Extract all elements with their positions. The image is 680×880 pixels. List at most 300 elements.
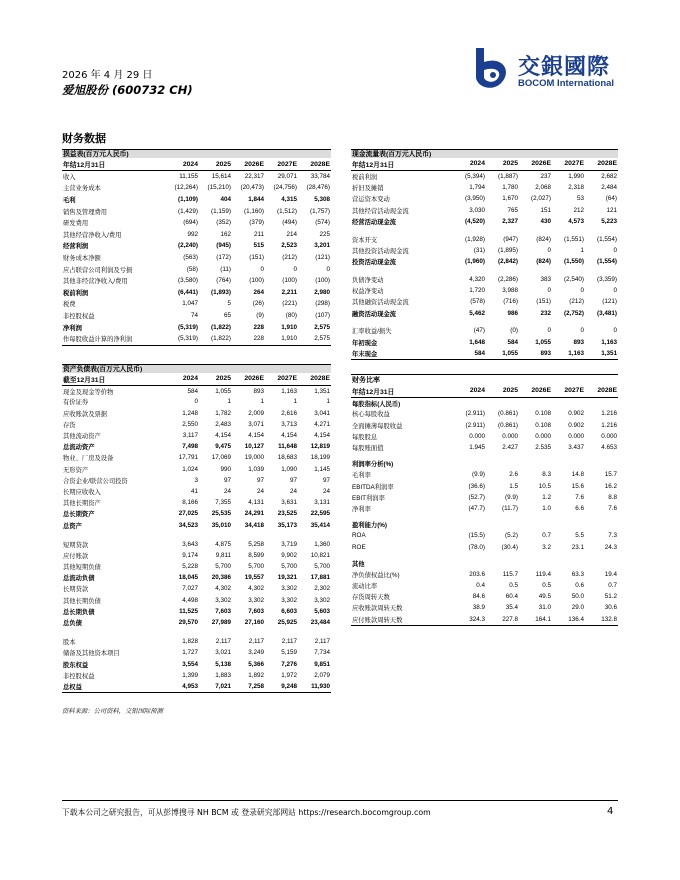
cell-value: 2,117 bbox=[215, 638, 231, 646]
cell-value: 0.7 bbox=[542, 532, 551, 540]
cell-value: 5,138 bbox=[215, 660, 231, 668]
cell-value: 4,302 bbox=[215, 585, 231, 593]
cell-value: 2,117 bbox=[314, 638, 330, 646]
row-label: 其他长期资产 bbox=[63, 500, 101, 508]
cell-value: (1,887) bbox=[498, 172, 518, 180]
row-label: EBITDA利润率 bbox=[352, 483, 394, 491]
cell-value: (379) bbox=[249, 219, 264, 227]
table-row bbox=[62, 252, 331, 264]
cell-value: (1,822) bbox=[211, 335, 231, 343]
row-label: 经营活动现金流 bbox=[352, 219, 397, 227]
table-row bbox=[351, 408, 618, 419]
cell-value: 1,720 bbox=[469, 287, 485, 295]
row-label: 总资产 bbox=[63, 522, 82, 530]
cell-value: 2,575 bbox=[314, 335, 330, 343]
cell-value: 0 bbox=[326, 265, 330, 273]
cell-value: 1,351 bbox=[601, 350, 617, 358]
cell-value: 27,160 bbox=[244, 619, 264, 627]
cell-value: 151 bbox=[540, 206, 551, 214]
table-row bbox=[351, 216, 618, 227]
cell-value: 5,700 bbox=[248, 563, 264, 571]
cell-value: 1,648 bbox=[469, 338, 485, 346]
row-label: 经营利润 bbox=[63, 243, 89, 251]
cell-value: (100) bbox=[249, 277, 264, 285]
income-statement-panel bbox=[62, 149, 331, 346]
cash-flow-panel bbox=[351, 149, 618, 360]
cell-value: 211 bbox=[253, 230, 264, 238]
row-label: 融资活动现金流 bbox=[352, 310, 397, 318]
cell-value: 0 bbox=[613, 287, 617, 295]
table-row bbox=[351, 481, 618, 492]
table-row bbox=[62, 583, 331, 594]
table-row bbox=[62, 275, 331, 287]
cell-value: (2.911) bbox=[465, 421, 485, 429]
table-row bbox=[62, 606, 331, 617]
cell-value: 4.653 bbox=[601, 444, 617, 452]
cell-value: (78.0) bbox=[468, 543, 485, 551]
cell-value: 15.7 bbox=[604, 471, 617, 479]
cell-value: (352) bbox=[216, 219, 231, 227]
bocom-logo-icon bbox=[474, 48, 512, 90]
row-label: 应收账款周转天数 bbox=[352, 605, 403, 613]
table-row bbox=[62, 452, 331, 463]
cell-value: 3,643 bbox=[182, 540, 198, 548]
cell-value: 5,700 bbox=[215, 563, 231, 571]
footer-text: 下载本公司之研究报告，可从彭博搜寻 NH BCM 或 登录研究部网站 https://research.bocomgroup.com bbox=[62, 808, 431, 817]
cell-value: (0.861) bbox=[498, 410, 518, 418]
cell-value: (2.911) bbox=[465, 410, 485, 418]
financial-ratios-title: 财务比率 bbox=[351, 374, 618, 385]
cell-value: 2,980 bbox=[314, 288, 330, 296]
cell-value: 3,302 bbox=[281, 585, 297, 593]
cell-value: 0 bbox=[547, 287, 551, 295]
cell-value: 2,068 bbox=[535, 183, 551, 191]
cell-value: 1,047 bbox=[182, 300, 198, 308]
section-header-row bbox=[351, 397, 618, 408]
bocom-logo bbox=[474, 46, 634, 92]
cell-value: 1,351 bbox=[314, 387, 330, 395]
row-label: 其他经营活动现金流 bbox=[352, 207, 409, 215]
column-header: 2024 bbox=[166, 158, 199, 171]
cell-value: 3 bbox=[194, 476, 198, 484]
cell-value: 0 bbox=[580, 287, 584, 295]
cell-value: (0.861) bbox=[498, 421, 518, 429]
cell-value: (0) bbox=[510, 327, 518, 335]
row-label: 短期贷款 bbox=[63, 541, 89, 549]
cell-value: 34,418 bbox=[244, 521, 264, 529]
column-header: 2024 bbox=[166, 373, 199, 385]
cell-value: 1,828 bbox=[182, 638, 198, 646]
balance-sheet-title: 资产负债表(百万元人民币) bbox=[62, 364, 331, 373]
cell-value: 4,315 bbox=[281, 196, 297, 204]
row-label: 年初现金 bbox=[352, 339, 378, 347]
row-label: 收入 bbox=[63, 174, 76, 182]
cell-value: 5,462 bbox=[469, 309, 485, 317]
cell-value: (4,520) bbox=[465, 218, 485, 226]
cell-value: 18,683 bbox=[277, 454, 297, 462]
column-header: 2026E bbox=[519, 158, 552, 170]
cell-value: 97 bbox=[322, 476, 330, 484]
cell-value: (1,960) bbox=[465, 258, 485, 266]
cell-value: (36.6) bbox=[468, 482, 485, 490]
row-label: 总长期负债 bbox=[63, 608, 95, 616]
cell-value: 0 bbox=[194, 398, 198, 406]
cell-value: 84.6 bbox=[472, 593, 485, 601]
table-row bbox=[62, 240, 331, 252]
cell-value: 203.6 bbox=[469, 570, 485, 578]
row-label: 存货周转天数 bbox=[352, 594, 390, 602]
cell-value: 7.6 bbox=[575, 493, 584, 501]
cell-value: 2,550 bbox=[182, 420, 198, 428]
cell-value: 893 bbox=[253, 387, 264, 395]
column-header: 2026E bbox=[232, 373, 265, 385]
cell-value: (3,359) bbox=[597, 275, 617, 283]
report-date: 2026 年 4 月 29 日 bbox=[62, 70, 153, 81]
cell-value: 7,498 bbox=[182, 443, 198, 451]
row-label: 财务成本净额 bbox=[63, 255, 101, 263]
cell-value: 132.8 bbox=[601, 615, 617, 623]
row-label: 股东权益 bbox=[63, 661, 89, 669]
row-label: 核心每股收益 bbox=[352, 411, 390, 419]
cell-value: 0 bbox=[580, 327, 584, 335]
cell-value: 5,700 bbox=[281, 563, 297, 571]
cell-value: 2,009 bbox=[248, 409, 264, 417]
cell-value: 53 bbox=[576, 195, 584, 203]
cell-value: 7,258 bbox=[248, 682, 264, 690]
cell-value: 2,483 bbox=[215, 420, 231, 428]
column-header: 2027E bbox=[265, 158, 298, 171]
cell-value: 1.5 bbox=[509, 482, 518, 490]
row-label: 净利润 bbox=[63, 324, 82, 332]
table-row bbox=[62, 396, 331, 407]
cell-value: (298) bbox=[315, 300, 330, 308]
table-row bbox=[62, 194, 331, 206]
cell-value: 4,154 bbox=[281, 432, 297, 440]
cell-value: 17,881 bbox=[310, 574, 330, 582]
row-label: 应付账款周转天数 bbox=[352, 616, 403, 624]
cell-value: (574) bbox=[315, 219, 330, 227]
row-label: 净利率 bbox=[352, 505, 371, 513]
cell-value: (563) bbox=[183, 254, 198, 262]
cell-value: 227.8 bbox=[502, 615, 518, 623]
column-header: 2028E bbox=[298, 373, 331, 385]
row-label: 非控股权益 bbox=[63, 672, 95, 680]
row-label: 年末现金 bbox=[352, 351, 378, 359]
cell-value: 404 bbox=[220, 196, 231, 204]
cell-value: 12,819 bbox=[310, 443, 330, 451]
cell-value: (2,027) bbox=[531, 195, 551, 203]
cell-value: (2,286) bbox=[498, 275, 518, 283]
table-row bbox=[351, 569, 618, 580]
table-row bbox=[62, 229, 331, 241]
cell-value: 1,055 bbox=[502, 350, 518, 358]
row-label: 其他短期负债 bbox=[63, 564, 101, 572]
year-label: 年结12月31日 bbox=[351, 158, 453, 170]
table-row bbox=[62, 519, 331, 530]
table-row bbox=[62, 205, 331, 217]
cell-value: 584 bbox=[474, 350, 485, 358]
cell-value: 0.6 bbox=[575, 582, 584, 590]
cell-value: 3,713 bbox=[281, 420, 297, 428]
row-label: 税费 bbox=[63, 301, 76, 309]
row-label: 折旧及摊销 bbox=[352, 184, 384, 192]
column-header: 2025 bbox=[199, 373, 232, 385]
cell-value: 7,603 bbox=[215, 607, 231, 615]
cell-value: 0.902 bbox=[568, 410, 584, 418]
cell-value: 0.000 bbox=[535, 432, 551, 440]
table-row bbox=[351, 308, 618, 319]
cash-flow-table bbox=[351, 158, 618, 359]
cell-value: (107) bbox=[315, 312, 330, 320]
row-label: 研发费用 bbox=[63, 220, 89, 228]
row-label: 应占联营公司利润及亏损 bbox=[63, 266, 133, 274]
cell-value: 264 bbox=[253, 288, 264, 296]
cell-value: 10,127 bbox=[244, 443, 264, 451]
row-label: 非控股权益 bbox=[63, 313, 95, 321]
cell-value: 25,535 bbox=[211, 510, 231, 518]
column-header: 2027E bbox=[265, 373, 298, 385]
table-row bbox=[62, 572, 331, 583]
cell-value: (1,822) bbox=[211, 323, 231, 331]
cell-value: 2,117 bbox=[248, 638, 264, 646]
cell-value: 383 bbox=[540, 275, 551, 283]
section-title: 财务数据 bbox=[62, 132, 106, 145]
cell-value: (1,109) bbox=[178, 196, 198, 204]
table-row bbox=[62, 617, 331, 628]
table-row bbox=[351, 296, 618, 307]
cell-value: (6,441) bbox=[178, 288, 198, 296]
cell-value: 9,475 bbox=[215, 443, 231, 451]
cell-value: 324.3 bbox=[469, 615, 485, 623]
cell-value: 2.6 bbox=[509, 471, 518, 479]
cell-value: 5,223 bbox=[601, 218, 617, 226]
table-row bbox=[62, 441, 331, 452]
table-row bbox=[62, 508, 331, 519]
cell-value: 0.108 bbox=[535, 421, 551, 429]
cell-value: 11,930 bbox=[311, 682, 330, 690]
row-label: 净负债权益比(%) bbox=[352, 571, 400, 579]
column-header: 2024 bbox=[453, 158, 486, 170]
cell-value: 4,573 bbox=[568, 218, 584, 226]
cell-value: 17,069 bbox=[211, 454, 231, 462]
table-row bbox=[351, 503, 618, 514]
cell-value: 1.0 bbox=[542, 504, 551, 512]
row-label: 每股账面值 bbox=[352, 445, 384, 453]
row-label: 其他非经营净收入/费用 bbox=[63, 278, 128, 286]
cell-value: 10.5 bbox=[538, 482, 551, 490]
cell-value: 23,484 bbox=[310, 619, 330, 627]
cell-value: 0.000 bbox=[502, 432, 518, 440]
cell-value: 228 bbox=[253, 335, 264, 343]
cell-value: 16.2 bbox=[604, 482, 617, 490]
cell-value: 1.216 bbox=[601, 421, 617, 429]
cell-value: (80) bbox=[285, 312, 297, 320]
cell-value: 1,399 bbox=[182, 671, 198, 679]
cell-value: (20,473) bbox=[240, 184, 264, 192]
cell-value: 14.8 bbox=[571, 471, 584, 479]
cell-value: 8,166 bbox=[182, 499, 198, 507]
cell-value: (100) bbox=[282, 277, 297, 285]
cell-value: 2,117 bbox=[281, 638, 297, 646]
table-row bbox=[351, 274, 618, 285]
cell-value: (1,757) bbox=[310, 207, 330, 215]
cell-value: 1,972 bbox=[281, 671, 297, 679]
cell-value: (1,551) bbox=[564, 235, 584, 243]
cell-value: 7,027 bbox=[182, 585, 198, 593]
table-row bbox=[351, 348, 618, 359]
cell-value: 1,055 bbox=[535, 338, 551, 346]
income-statement-table bbox=[62, 158, 331, 345]
cell-value: 3,631 bbox=[281, 499, 297, 507]
cell-value: (58) bbox=[186, 265, 198, 273]
cell-value: (28,476) bbox=[306, 184, 330, 192]
row-label: 其他经营净收入/费用 bbox=[63, 231, 122, 239]
cell-value: 1,892 bbox=[248, 671, 264, 679]
cell-value: 3,071 bbox=[248, 420, 264, 428]
cell-value: 1,910 bbox=[281, 323, 297, 331]
section-header-row bbox=[351, 458, 618, 469]
cell-value: (12,264) bbox=[174, 184, 198, 192]
cell-value: (1,554) bbox=[597, 258, 617, 266]
row-label: 权益净变动 bbox=[352, 288, 384, 296]
year-label: 年结12月31日 bbox=[351, 385, 453, 397]
cell-value: 30.6 bbox=[604, 604, 617, 612]
cell-value: 3,041 bbox=[314, 409, 330, 417]
table-row bbox=[62, 419, 331, 430]
cell-value: 3,554 bbox=[182, 660, 198, 668]
table-row bbox=[351, 325, 618, 336]
cell-value: 119.4 bbox=[535, 570, 551, 578]
cell-value: 23.1 bbox=[571, 543, 584, 551]
cell-value: 0.000 bbox=[601, 432, 617, 440]
cell-value: 19.4 bbox=[604, 570, 617, 578]
row-label: 储备及其他资本项目 bbox=[63, 650, 120, 658]
source-note: 资料来源：公司资料，交银国际预测 bbox=[62, 708, 163, 715]
spacer-row bbox=[62, 531, 331, 539]
cell-value: 0 bbox=[547, 246, 551, 254]
column-header: 2025 bbox=[486, 158, 519, 170]
cell-value: (24,756) bbox=[273, 184, 297, 192]
table-row bbox=[62, 659, 331, 670]
cell-value: 97 bbox=[289, 476, 297, 484]
table-header-row bbox=[351, 158, 618, 170]
table-row bbox=[351, 285, 618, 296]
row-label: 营运资本变动 bbox=[352, 196, 390, 204]
financial-ratios-table bbox=[351, 385, 618, 625]
cell-value: 0.902 bbox=[568, 421, 584, 429]
cell-value: 1,844 bbox=[248, 196, 264, 204]
cell-value: (824) bbox=[536, 235, 551, 243]
cell-value: (15,210) bbox=[207, 184, 231, 192]
cell-value: 3,030 bbox=[469, 206, 485, 214]
cell-value: 7,021 bbox=[215, 682, 231, 690]
cell-value: 237 bbox=[540, 172, 551, 180]
cell-value: 4,320 bbox=[469, 275, 485, 283]
cell-value: 35,414 bbox=[310, 521, 330, 529]
cell-value: 4,271 bbox=[314, 420, 330, 428]
table-row bbox=[62, 298, 331, 310]
cell-value: 31.0 bbox=[538, 604, 551, 612]
column-header: 2027E bbox=[552, 158, 585, 170]
cell-value: 136.4 bbox=[568, 615, 584, 623]
cell-value: 2,523 bbox=[281, 242, 297, 250]
table-row bbox=[351, 492, 618, 503]
cell-value: (1,550) bbox=[564, 258, 584, 266]
cell-value: 2,575 bbox=[314, 323, 330, 331]
page-number: 4 bbox=[607, 806, 614, 817]
cell-value: 97 bbox=[256, 476, 264, 484]
cell-value: 4,953 bbox=[182, 682, 198, 690]
row-label: 长期应收收入 bbox=[63, 488, 101, 496]
table-row bbox=[351, 256, 618, 267]
cell-value: 5.5 bbox=[575, 532, 584, 540]
cell-value: 15.6 bbox=[571, 482, 584, 490]
table-row bbox=[351, 469, 618, 480]
cell-value: 3,302 bbox=[248, 596, 264, 604]
cell-value: 34,523 bbox=[178, 521, 198, 529]
cell-value: 5,308 bbox=[314, 196, 330, 204]
cell-value: 228 bbox=[253, 323, 264, 331]
cell-value: 1,163 bbox=[601, 338, 617, 346]
cell-value: 1,780 bbox=[502, 183, 518, 191]
cell-value: (212) bbox=[282, 254, 297, 262]
cell-value: 232 bbox=[540, 309, 551, 317]
cell-value: 9,902 bbox=[281, 551, 297, 559]
cell-value: 3.2 bbox=[542, 543, 551, 551]
row-label: 应收账款及票据 bbox=[63, 410, 108, 418]
cell-value: 1,039 bbox=[248, 465, 264, 473]
cell-value: 5,258 bbox=[248, 540, 264, 548]
logo-chinese-text: 交銀國際 bbox=[518, 54, 611, 80]
row-label: 有价证券 bbox=[63, 399, 89, 407]
cell-value: 35,173 bbox=[277, 521, 297, 529]
table-row bbox=[62, 171, 331, 183]
table-header-row bbox=[62, 373, 331, 385]
cell-value: 8.8 bbox=[608, 493, 617, 501]
table-row bbox=[351, 170, 618, 181]
cell-value: 1,248 bbox=[182, 409, 198, 417]
cell-value: 0.4 bbox=[476, 582, 485, 590]
cell-value: 3,719 bbox=[281, 540, 297, 548]
row-label: 毛利率 bbox=[352, 472, 371, 480]
row-label: 应付账款 bbox=[63, 552, 89, 560]
cell-value: (1,928) bbox=[465, 235, 485, 243]
cell-value: (64) bbox=[605, 195, 617, 203]
section-label: 其他 bbox=[352, 560, 365, 568]
cell-value: 1 bbox=[580, 246, 584, 254]
table-row bbox=[62, 636, 331, 647]
cell-value: 24,291 bbox=[244, 510, 264, 518]
cell-value: 3,988 bbox=[502, 287, 518, 295]
cell-value: (3,580) bbox=[178, 277, 198, 285]
cell-value: 24 bbox=[322, 487, 330, 495]
cell-value: 1,883 bbox=[215, 671, 231, 679]
table-row bbox=[351, 431, 618, 442]
cell-value: 1,360 bbox=[314, 540, 330, 548]
cell-value: 35,010 bbox=[211, 521, 231, 529]
cell-value: 1 bbox=[227, 398, 231, 406]
cell-value: (9.9) bbox=[472, 471, 485, 479]
cell-value: 2,484 bbox=[601, 183, 617, 191]
cell-value: 24 bbox=[289, 487, 297, 495]
cell-value: 2,682 bbox=[601, 172, 617, 180]
cell-value: 60.4 bbox=[505, 593, 518, 601]
row-label: 税前利润 bbox=[352, 173, 378, 181]
cell-value: 5,603 bbox=[314, 607, 330, 615]
table-header-row bbox=[351, 385, 618, 397]
cell-value: 5,366 bbox=[248, 660, 264, 668]
row-label: 现金及现金等价物 bbox=[63, 388, 114, 396]
